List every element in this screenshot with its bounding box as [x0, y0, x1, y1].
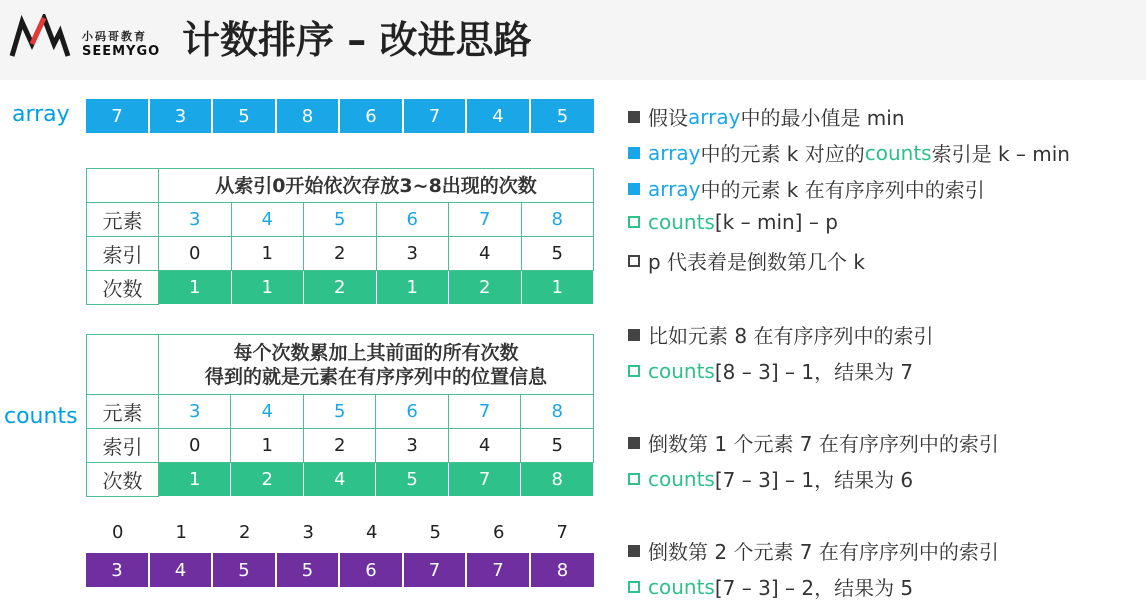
element-cell: 5 — [304, 203, 377, 237]
sorted-index: 6 — [493, 522, 505, 543]
table-corner — [87, 335, 159, 395]
index-cell: 4 — [448, 429, 520, 463]
note-4: counts [k – min] – p — [628, 210, 838, 234]
hollow-square-bullet-icon — [628, 255, 640, 267]
count-cell: 1 — [159, 271, 232, 305]
hollow-square-bullet-icon — [628, 365, 640, 377]
array-cell: 5 — [213, 99, 277, 133]
table-corner — [87, 169, 159, 203]
sorted-cell: 7 — [467, 553, 531, 587]
row-label: 索引 — [87, 429, 159, 463]
header — [0, 0, 1146, 80]
element-cell: 4 — [231, 203, 304, 237]
sorted-cell: 8 — [531, 553, 594, 587]
logo-mark-icon — [8, 14, 74, 62]
element-cell: 7 — [448, 395, 520, 429]
sorted-index: 4 — [366, 522, 378, 543]
sorted-cell: 3 — [86, 553, 150, 587]
count-cell: 1 — [376, 271, 449, 305]
index-cell: 2 — [304, 237, 377, 271]
note-11: counts [7 – 3] – 2，结果为 5 — [628, 572, 913, 601]
sorted-index: 3 — [302, 522, 314, 543]
array-cell: 8 — [277, 99, 340, 133]
counts-table-2 — [86, 334, 594, 497]
square-bullet-icon — [628, 147, 640, 159]
sorted-cell: 6 — [340, 553, 404, 587]
note-8: 倒数第 1 个元素 7 在有序序列中的索引 — [628, 428, 999, 457]
sorted-index: 7 — [556, 522, 568, 543]
index-cell: 1 — [231, 237, 304, 271]
sorted-cell: 7 — [404, 553, 467, 587]
hollow-square-bullet-icon — [628, 473, 640, 485]
array-cell: 7 — [86, 99, 150, 133]
array-cell: 4 — [467, 99, 531, 133]
index-cell: 5 — [521, 429, 594, 463]
row-label: 元素 — [87, 395, 159, 429]
index-cell: 1 — [231, 429, 303, 463]
square-bullet-icon — [628, 329, 640, 341]
sorted-index: 2 — [239, 522, 251, 543]
square-bullet-icon — [628, 111, 640, 123]
count-cell: 1 — [159, 463, 231, 497]
row-label: 次数 — [87, 271, 159, 305]
array-cell: 3 — [150, 99, 213, 133]
row-label: 次数 — [87, 463, 159, 497]
note-7: counts [8 – 3] – 1，结果为 7 — [628, 356, 913, 385]
element-cell: 4 — [231, 395, 303, 429]
count-cell: 5 — [376, 463, 448, 497]
element-cell: 8 — [521, 203, 594, 237]
square-bullet-icon — [628, 545, 640, 557]
table-header — [159, 335, 594, 395]
table-header-line-2: 得到的就是元素在有序序列中的位置信息 — [204, 365, 547, 388]
table-header: 从索引0开始依次存放3~8出现的次数 — [159, 169, 594, 203]
array-cell: 5 — [531, 99, 594, 133]
sorted-index: 5 — [429, 522, 441, 543]
element-cell: 8 — [521, 395, 594, 429]
note-2: array 中的元素 k 对应的 counts 索引是 k – min — [628, 138, 1070, 167]
table-row — [87, 395, 594, 429]
index-cell: 2 — [303, 429, 375, 463]
count-cell: 4 — [303, 463, 375, 497]
sorted-cell: 5 — [277, 553, 340, 587]
table-header-line-1: 每个次数累加上其前面的所有次数 — [233, 341, 519, 364]
index-cell: 4 — [449, 237, 522, 271]
row-label: 索引 — [87, 237, 159, 271]
sorted-row — [86, 553, 594, 587]
note-5: p 代表着是倒数第几个 k — [628, 246, 865, 275]
counts-table-1 — [86, 168, 594, 305]
element-cell: 3 — [159, 395, 231, 429]
element-cell: 7 — [449, 203, 522, 237]
count-cell: 1 — [231, 271, 304, 305]
note-6: 比如元素 8 在有序序列中的索引 — [628, 320, 933, 349]
element-cell: 5 — [303, 395, 375, 429]
count-cell: 2 — [449, 271, 522, 305]
count-cell: 8 — [521, 463, 594, 497]
table-row — [87, 203, 594, 237]
square-bullet-icon — [628, 437, 640, 449]
element-cell: 6 — [376, 203, 449, 237]
square-bullet-icon — [628, 183, 640, 195]
array-cell: 7 — [404, 99, 467, 133]
array-cell: 6 — [340, 99, 404, 133]
sorted-cell: 4 — [150, 553, 213, 587]
hollow-square-bullet-icon — [628, 581, 640, 593]
table-row — [87, 463, 594, 497]
logo — [8, 14, 168, 66]
table-row — [87, 271, 594, 305]
note-1: 假设 array 中的最小值是 min — [628, 102, 905, 131]
array-row — [86, 99, 594, 133]
logo-text-cn: 小码哥教育 — [82, 30, 147, 43]
sorted-cell: 5 — [213, 553, 277, 587]
count-cell: 2 — [304, 271, 377, 305]
sorted-index-row — [86, 522, 594, 543]
row-label: 元素 — [87, 203, 159, 237]
hollow-square-bullet-icon — [628, 216, 640, 228]
logo-text-en: SEEMYGO — [82, 44, 161, 59]
table-row — [87, 237, 594, 271]
table-row — [87, 429, 594, 463]
array-label: array — [12, 102, 70, 127]
index-cell: 3 — [376, 429, 448, 463]
sorted-index: 1 — [175, 522, 187, 543]
note-3: array 中的元素 k 在有序序列中的索引 — [628, 174, 985, 203]
index-cell: 0 — [159, 237, 232, 271]
index-cell: 5 — [521, 237, 594, 271]
count-cell: 1 — [521, 271, 594, 305]
note-9: counts [7 – 3] – 1，结果为 6 — [628, 464, 913, 493]
counts-label: counts — [4, 404, 78, 429]
count-cell: 2 — [231, 463, 303, 497]
note-10: 倒数第 2 个元素 7 在有序序列中的索引 — [628, 536, 999, 565]
index-cell: 0 — [159, 429, 231, 463]
count-cell: 7 — [448, 463, 520, 497]
element-cell: 3 — [159, 203, 232, 237]
sorted-index: 0 — [112, 522, 124, 543]
page-title: 计数排序 – 改进思路 — [182, 18, 532, 62]
element-cell: 6 — [376, 395, 448, 429]
index-cell: 3 — [376, 237, 449, 271]
